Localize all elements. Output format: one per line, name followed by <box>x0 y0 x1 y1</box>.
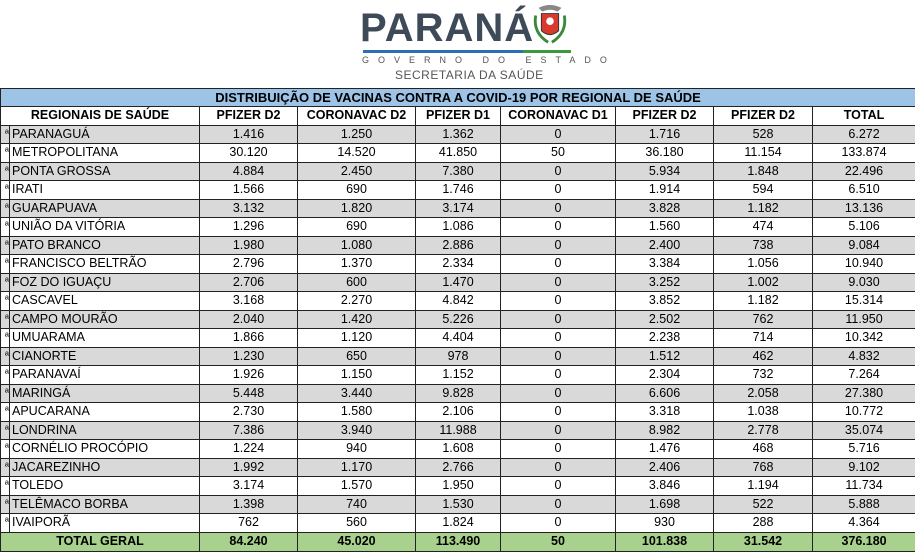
logo-brand: PARANÁ <box>360 6 535 50</box>
table-row <box>1 292 915 311</box>
table-cell: 0 <box>501 162 616 181</box>
table-cell: 5.716 <box>813 440 915 459</box>
table-cell: 9.102 <box>813 458 915 477</box>
region-ordinal: ª <box>1 144 10 163</box>
table-cell: 0 <box>501 292 616 311</box>
table-cell: 4.832 <box>813 347 915 366</box>
total-cell: 84.240 <box>200 532 298 551</box>
table-cell: 738 <box>714 236 813 255</box>
table-cell: 690 <box>298 181 416 200</box>
table-cell: 1.566 <box>200 181 298 200</box>
table-cell: 1.824 <box>416 514 501 533</box>
table-cell: 1.580 <box>298 403 416 422</box>
table-cell: 22.496 <box>813 162 915 181</box>
table-cell: 4.884 <box>200 162 298 181</box>
table-cell: 3.132 <box>200 199 298 218</box>
table-cell: 4.404 <box>416 329 501 348</box>
table-cell: 0 <box>501 477 616 496</box>
region-name: PONTA GROSSA <box>10 162 200 181</box>
region-name: LONDRINA <box>10 421 200 440</box>
logo-subtitle: GOVERNO DO ESTADO <box>362 55 616 65</box>
table-cell: 9.828 <box>416 384 501 403</box>
column-header: PFIZER D1 <box>416 107 501 126</box>
table-cell: 1.476 <box>616 440 714 459</box>
column-header: TOTAL <box>813 107 915 126</box>
table-cell: 2.270 <box>298 292 416 311</box>
table-row <box>1 144 915 163</box>
table-cell: 740 <box>298 495 416 514</box>
table-cell: 2.238 <box>616 329 714 348</box>
coat-of-arms-icon <box>530 4 570 48</box>
table-cell: 288 <box>714 514 813 533</box>
table-cell: 462 <box>714 347 813 366</box>
table-cell: 7.386 <box>200 421 298 440</box>
table-row <box>1 125 915 144</box>
region-ordinal: ª <box>1 310 10 329</box>
table-cell: 2.886 <box>416 236 501 255</box>
table-cell: 2.502 <box>616 310 714 329</box>
region-ordinal: ª <box>1 347 10 366</box>
table-cell: 1.950 <box>416 477 501 496</box>
table-cell: 2.304 <box>616 366 714 385</box>
table-cell: 1.080 <box>298 236 416 255</box>
region-name: JACAREZINHO <box>10 458 200 477</box>
table-cell: 4.364 <box>813 514 915 533</box>
table-cell: 1.194 <box>714 477 813 496</box>
logo-divider-green <box>523 50 571 53</box>
region-name: PARANAGUÁ <box>10 125 200 144</box>
table-cell: 1.250 <box>298 125 416 144</box>
table-cell: 522 <box>714 495 813 514</box>
table-cell: 27.380 <box>813 384 915 403</box>
region-ordinal: ª <box>1 440 10 459</box>
table-cell: 7.380 <box>416 162 501 181</box>
table-cell: 3.174 <box>200 477 298 496</box>
table-cell: 1.470 <box>416 273 501 292</box>
column-header: PFIZER D2 <box>616 107 714 126</box>
table-cell: 6.272 <box>813 125 915 144</box>
table-cell: 7.264 <box>813 366 915 385</box>
table-cell: 690 <box>298 218 416 237</box>
table-cell: 3.318 <box>616 403 714 422</box>
table-cell: 3.852 <box>616 292 714 311</box>
table-row <box>1 199 915 218</box>
table-row <box>1 403 915 422</box>
table-cell: 1.992 <box>200 458 298 477</box>
table-row <box>1 329 915 348</box>
table-row <box>1 477 915 496</box>
table-cell: 2.796 <box>200 255 298 274</box>
region-name: IRATI <box>10 181 200 200</box>
table-cell: 5.448 <box>200 384 298 403</box>
column-header: CORONAVAC D1 <box>501 107 616 126</box>
table-cell: 1.170 <box>298 458 416 477</box>
total-cell: 50 <box>501 532 616 551</box>
table-cell: 732 <box>714 366 813 385</box>
table-row <box>1 218 915 237</box>
region-ordinal: ª <box>1 421 10 440</box>
table-cell: 1.716 <box>616 125 714 144</box>
table-title: DISTRIBUIÇÃO DE VACINAS CONTRA A COVID-19 POR REGIONAL DE SAÚDE <box>1 89 915 107</box>
logo-divider <box>363 50 523 53</box>
table-cell: 0 <box>501 181 616 200</box>
region-ordinal: ª <box>1 162 10 181</box>
table-cell: 13.136 <box>813 199 915 218</box>
table-cell: 0 <box>501 347 616 366</box>
table-cell: 1.420 <box>298 310 416 329</box>
table-row <box>1 440 915 459</box>
table-cell: 11.950 <box>813 310 915 329</box>
table-cell: 1.820 <box>298 199 416 218</box>
region-ordinal: ª <box>1 199 10 218</box>
region-ordinal: ª <box>1 329 10 348</box>
table-cell: 8.982 <box>616 421 714 440</box>
table-cell: 6.510 <box>813 181 915 200</box>
table-cell: 940 <box>298 440 416 459</box>
table-cell: 1.224 <box>200 440 298 459</box>
table-cell: 15.314 <box>813 292 915 311</box>
total-cell: 376.180 <box>813 532 915 551</box>
table-cell: 2.058 <box>714 384 813 403</box>
header-row <box>1 107 915 126</box>
table-cell: 600 <box>298 273 416 292</box>
table-row <box>1 273 915 292</box>
total-row <box>1 532 915 551</box>
table-cell: 0 <box>501 255 616 274</box>
table-row <box>1 255 915 274</box>
table-cell: 1.182 <box>714 292 813 311</box>
table-cell: 133.874 <box>813 144 915 163</box>
total-cell: 45.020 <box>298 532 416 551</box>
table-row <box>1 347 915 366</box>
table-cell: 3.168 <box>200 292 298 311</box>
table-cell: 5.226 <box>416 310 501 329</box>
total-label: TOTAL GERAL <box>1 532 200 551</box>
table-row <box>1 495 915 514</box>
column-header: PFIZER D2 <box>200 107 298 126</box>
table-cell: 5.888 <box>813 495 915 514</box>
table-cell: 1.152 <box>416 366 501 385</box>
table-cell: 3.846 <box>616 477 714 496</box>
table-cell: 1.086 <box>416 218 501 237</box>
table-cell: 2.334 <box>416 255 501 274</box>
table-cell: 1.370 <box>298 255 416 274</box>
table-row <box>1 310 915 329</box>
table-cell: 6.606 <box>616 384 714 403</box>
table-cell: 1.914 <box>616 181 714 200</box>
total-cell: 31.542 <box>714 532 813 551</box>
region-name: METROPOLITANA <box>10 144 200 163</box>
table-cell: 1.230 <box>200 347 298 366</box>
region-name: PATO BRANCO <box>10 236 200 255</box>
table-cell: 594 <box>714 181 813 200</box>
table-cell: 650 <box>298 347 416 366</box>
region-ordinal: ª <box>1 514 10 533</box>
table-cell: 1.512 <box>616 347 714 366</box>
table-cell: 468 <box>714 440 813 459</box>
table-cell: 35.074 <box>813 421 915 440</box>
table-cell: 0 <box>501 329 616 348</box>
table-cell: 1.056 <box>714 255 813 274</box>
region-name: MARINGÁ <box>10 384 200 403</box>
table-cell: 2.730 <box>200 403 298 422</box>
table-cell: 11.154 <box>714 144 813 163</box>
table-cell: 0 <box>501 236 616 255</box>
table-cell: 1.362 <box>416 125 501 144</box>
table-cell: 1.150 <box>298 366 416 385</box>
table-cell: 2.400 <box>616 236 714 255</box>
region-name: CORNÉLIO PROCÓPIO <box>10 440 200 459</box>
table-cell: 2.766 <box>416 458 501 477</box>
region-ordinal: ª <box>1 255 10 274</box>
table-cell: 3.940 <box>298 421 416 440</box>
table-cell: 1.398 <box>200 495 298 514</box>
total-cell: 101.838 <box>616 532 714 551</box>
region-ordinal: ª <box>1 181 10 200</box>
table-cell: 5.106 <box>813 218 915 237</box>
region-name: APUCARANA <box>10 403 200 422</box>
table-cell: 1.038 <box>714 403 813 422</box>
table-cell: 0 <box>501 199 616 218</box>
table-cell: 30.120 <box>200 144 298 163</box>
table-cell: 0 <box>501 495 616 514</box>
table-cell: 978 <box>416 347 501 366</box>
table-cell: 0 <box>501 421 616 440</box>
table-cell: 930 <box>616 514 714 533</box>
table-cell: 1.560 <box>616 218 714 237</box>
table-row <box>1 236 915 255</box>
region-ordinal: ª <box>1 384 10 403</box>
table-cell: 1.416 <box>200 125 298 144</box>
table-cell: 3.828 <box>616 199 714 218</box>
table-cell: 528 <box>714 125 813 144</box>
table-cell: 0 <box>501 125 616 144</box>
table-cell: 10.772 <box>813 403 915 422</box>
table-cell: 1.746 <box>416 181 501 200</box>
parana-logo <box>360 4 616 84</box>
table-cell: 762 <box>200 514 298 533</box>
region-name: IVAIPORÃ <box>10 514 200 533</box>
table-row <box>1 181 915 200</box>
table-cell: 0 <box>501 403 616 422</box>
table-cell: 4.842 <box>416 292 501 311</box>
region-ordinal: ª <box>1 236 10 255</box>
column-header: PFIZER D2 <box>714 107 813 126</box>
column-header: REGIONAIS DE SAÚDE <box>1 107 200 126</box>
region-ordinal: ª <box>1 477 10 496</box>
table-cell: 11.988 <box>416 421 501 440</box>
table-cell: 3.440 <box>298 384 416 403</box>
table-cell: 768 <box>714 458 813 477</box>
region-ordinal: ª <box>1 495 10 514</box>
table-cell: 474 <box>714 218 813 237</box>
table-cell: 2.406 <box>616 458 714 477</box>
table-cell: 1.866 <box>200 329 298 348</box>
table-cell: 2.040 <box>200 310 298 329</box>
logo-department: SECRETARIA DA SAÚDE <box>395 68 544 82</box>
table-cell: 1.848 <box>714 162 813 181</box>
table-cell: 2.450 <box>298 162 416 181</box>
table-cell: 0 <box>501 440 616 459</box>
table-cell: 1.296 <box>200 218 298 237</box>
table-cell: 1.608 <box>416 440 501 459</box>
region-ordinal: ª <box>1 125 10 144</box>
table-row <box>1 421 915 440</box>
region-name: TOLEDO <box>10 477 200 496</box>
table-row <box>1 162 915 181</box>
table-cell: 0 <box>501 366 616 385</box>
region-ordinal: ª <box>1 218 10 237</box>
table-cell: 0 <box>501 273 616 292</box>
region-ordinal: ª <box>1 292 10 311</box>
table-cell: 9.030 <box>813 273 915 292</box>
vaccine-distribution-table <box>0 88 915 552</box>
table-cell: 1.002 <box>714 273 813 292</box>
region-name: UNIÃO DA VITÓRIA <box>10 218 200 237</box>
region-name: GUARAPUAVA <box>10 199 200 218</box>
table-cell: 1.980 <box>200 236 298 255</box>
table-cell: 762 <box>714 310 813 329</box>
table-cell: 3.384 <box>616 255 714 274</box>
table-cell: 0 <box>501 384 616 403</box>
table-cell: 11.734 <box>813 477 915 496</box>
region-name: PARANAVAÍ <box>10 366 200 385</box>
table-cell: 10.342 <box>813 329 915 348</box>
table-cell: 0 <box>501 218 616 237</box>
table-cell: 3.174 <box>416 199 501 218</box>
table-cell: 2.778 <box>714 421 813 440</box>
region-ordinal: ª <box>1 458 10 477</box>
table-cell: 36.180 <box>616 144 714 163</box>
region-name: CAMPO MOURÃO <box>10 310 200 329</box>
table-cell: 0 <box>501 458 616 477</box>
region-name: TELÊMACO BORBA <box>10 495 200 514</box>
table-cell: 560 <box>298 514 416 533</box>
table-row <box>1 514 915 533</box>
table-cell: 0 <box>501 514 616 533</box>
region-ordinal: ª <box>1 273 10 292</box>
table-cell: 1.570 <box>298 477 416 496</box>
total-cell: 113.490 <box>416 532 501 551</box>
table-cell: 10.940 <box>813 255 915 274</box>
table-cell: 0 <box>501 310 616 329</box>
region-name: FRANCISCO BELTRÃO <box>10 255 200 274</box>
table-cell: 1.926 <box>200 366 298 385</box>
table-row <box>1 458 915 477</box>
table-cell: 714 <box>714 329 813 348</box>
region-name: CASCAVEL <box>10 292 200 311</box>
region-ordinal: ª <box>1 403 10 422</box>
table-cell: 3.252 <box>616 273 714 292</box>
table-cell: 5.934 <box>616 162 714 181</box>
region-ordinal: ª <box>1 366 10 385</box>
table-row <box>1 366 915 385</box>
table-cell: 1.698 <box>616 495 714 514</box>
table-cell: 2.706 <box>200 273 298 292</box>
column-header: CORONAVAC D2 <box>298 107 416 126</box>
region-name: CIANORTE <box>10 347 200 366</box>
region-name: UMUARAMA <box>10 329 200 348</box>
region-name: FOZ DO IGUAÇU <box>10 273 200 292</box>
table-cell: 1.120 <box>298 329 416 348</box>
table-cell: 9.084 <box>813 236 915 255</box>
table-row <box>1 384 915 403</box>
table-cell: 2.106 <box>416 403 501 422</box>
table-cell: 1.530 <box>416 495 501 514</box>
table-cell: 41.850 <box>416 144 501 163</box>
table-cell: 1.182 <box>714 199 813 218</box>
table-cell: 50 <box>501 144 616 163</box>
table-cell: 14.520 <box>298 144 416 163</box>
